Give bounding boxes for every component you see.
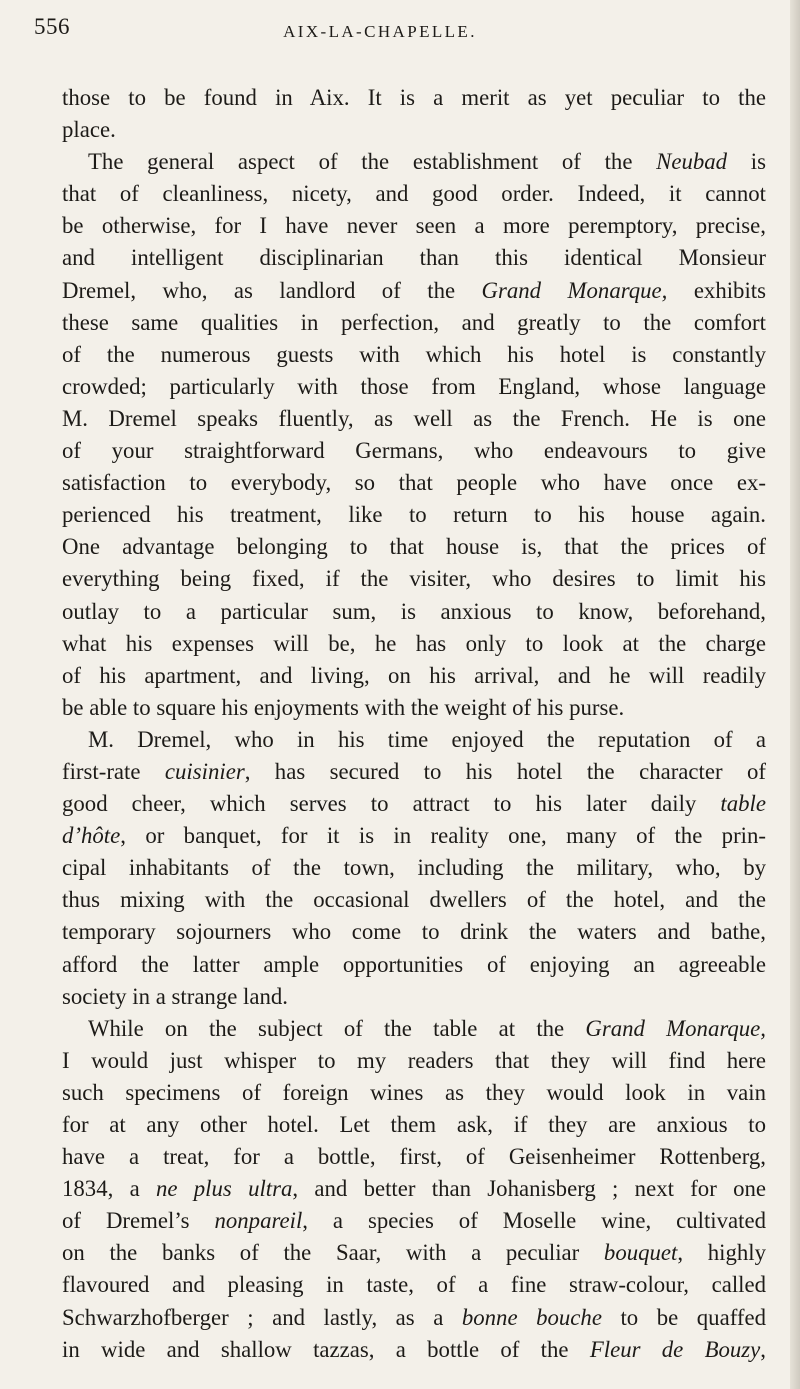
text-run: society in a strange land. [62, 983, 288, 1009]
text-line [62, 1302, 766, 1334]
text-run: of his apartment, and living, on his arrival, and he will readily [62, 662, 766, 688]
text-run: flavoured and pleasing in taste, of a fine straw-colour, called [62, 1272, 766, 1298]
text-run: Dremel, who, as landlord of the [62, 277, 482, 303]
text-run: that of cleanliness, nicety, and good order. Indeed, it cannot [62, 181, 766, 207]
text-line [62, 242, 766, 274]
text-run: , [760, 1336, 766, 1362]
text-run: those to be found in Aix. It is a merit as yet peculiar to the [62, 85, 766, 110]
body-text [62, 82, 766, 1366]
text-run: One advantage belonging to that house is, that the prices of [62, 534, 766, 560]
italic-phrase: Neubad [656, 149, 728, 175]
page-number: 556 [34, 14, 70, 39]
text-line [62, 563, 766, 595]
text-run: what his expenses will be, he has only to look at the charge [62, 630, 766, 656]
text-line [62, 82, 766, 114]
text-line [62, 1269, 766, 1301]
text-run: The general aspect of the establishment of the [88, 149, 657, 175]
text-run: be otherwise, for I have never seen a more peremptory, precise, [62, 213, 766, 239]
text-line [62, 1237, 766, 1269]
text-run: afford the latter ample opportunities of enjoying an agreeable [62, 951, 766, 977]
italic-phrase: d’hôte [62, 823, 121, 849]
text-line [62, 981, 766, 1013]
text-run: everything being fixed, if the visiter, who desires to limit his [62, 566, 766, 592]
text-run: outlay to a particular sum, is anxious to know, beforehand, [62, 598, 766, 624]
text-line [62, 307, 766, 339]
text-run: be able to square his enjoyments with the weight of his purse. [62, 694, 625, 720]
text-line [62, 339, 766, 371]
text-run: , a species of Moselle wine, cultivated [302, 1208, 766, 1234]
italic-phrase: cuisinier [164, 758, 245, 784]
text-run: to be quaffed [601, 1304, 766, 1330]
text-run: these same qualities in perfection, and greatly to the comfort [62, 309, 766, 335]
text-line [62, 1334, 766, 1366]
text-line [62, 403, 766, 435]
text-line [62, 1173, 766, 1205]
text-line [62, 884, 766, 916]
text-run: 1834, a [62, 1176, 156, 1202]
text-line [62, 1045, 766, 1077]
text-line [62, 435, 766, 467]
text-line [62, 371, 766, 403]
text-line [62, 1013, 766, 1045]
text-line [62, 1141, 766, 1173]
text-run: of your straightforward Germans, who endeavours to give [62, 438, 766, 464]
text-run: M. Dremel, who in his time enjoyed the reputation of a [88, 726, 766, 752]
text-run: I would just whisper to my readers that they will find here [62, 1047, 766, 1073]
text-line [62, 788, 766, 820]
text-run: crowded; particularly with those from England, whose language [62, 373, 766, 399]
text-run: is [727, 149, 766, 175]
italic-phrase: Fleur de Bouzy [589, 1336, 761, 1362]
text-run: such specimens of foreign wines as they would look in vain [62, 1079, 766, 1105]
text-line [62, 210, 766, 242]
text-line [62, 820, 766, 852]
text-run: and intelligent disciplinarian than this identical Monsieur [62, 245, 766, 271]
italic-phrase: table [720, 791, 766, 817]
text-line [62, 660, 766, 692]
text-run: , highly [677, 1240, 766, 1266]
text-run: have a treat, for a bottle, first, of Geisenheimer Rottenberg, [62, 1144, 766, 1170]
text-line [62, 596, 766, 628]
italic-phrase: Grand Monarque, [481, 277, 668, 303]
text-line [62, 692, 766, 724]
italic-phrase: Grand Monarque, [585, 1015, 766, 1041]
text-line [62, 628, 766, 660]
text-run: place. [62, 117, 116, 143]
text-run: M. Dremel speaks fluently, as well as the French. He is one [62, 405, 766, 431]
text-line [62, 114, 766, 146]
text-line [62, 916, 766, 948]
text-line [62, 1109, 766, 1141]
text-line [62, 178, 766, 210]
text-line [62, 852, 766, 884]
text-run: in wide and shallow tazzas, a bottle of the [62, 1336, 590, 1362]
text-line [62, 531, 766, 563]
text-run: for at any other hotel. Let them ask, if they are anxious to [62, 1112, 766, 1137]
text-run: first-rate [62, 758, 165, 784]
text-line [62, 724, 766, 756]
text-line [62, 146, 766, 178]
text-line [62, 467, 766, 499]
text-run: good cheer, which serves to attract to his later daily [62, 791, 721, 817]
text-run: of Dremel’s [62, 1208, 215, 1234]
text-run: on the banks of the Saar, with a peculiar [62, 1240, 604, 1266]
running-head: AIX-LA-CHAPELLE. [283, 22, 477, 41]
italic-phrase: bouquet [603, 1240, 678, 1266]
text-line [62, 756, 766, 788]
italic-phrase: ne plus ultra [155, 1176, 293, 1202]
text-line [62, 1077, 766, 1109]
text-run: While on the subject of the table at the [88, 1015, 586, 1041]
text-run: temporary sojourners who come to drink the waters and bathe, [62, 919, 766, 945]
text-line [62, 275, 766, 307]
italic-phrase: bonne bouche [461, 1304, 602, 1330]
text-run: Schwarzhofberger ; and lastly, as a [62, 1304, 462, 1330]
italic-phrase: nonpareil [214, 1208, 303, 1234]
text-line [62, 949, 766, 981]
text-run: , has secured to his hotel the character of [244, 758, 766, 784]
text-line [62, 499, 766, 531]
text-run: satisfaction to everybody, so that people who have once ex- [62, 470, 766, 496]
text-run: of the numerous guests with which his hotel is constantly [62, 341, 766, 367]
text-run: perienced his treatment, like to return to his house again. [62, 502, 766, 528]
text-run: cipal inhabitants of the town, including the military, who, by [62, 855, 766, 881]
text-run: thus mixing with the occasional dwellers of the hotel, and the [62, 887, 766, 913]
text-line [62, 1205, 766, 1237]
text-run: , or banquet, for it is in reality one, many of the prin- [120, 823, 766, 849]
text-run: , and better than Johanisberg ; next for one [292, 1176, 766, 1202]
text-run: exhibits [667, 277, 766, 303]
